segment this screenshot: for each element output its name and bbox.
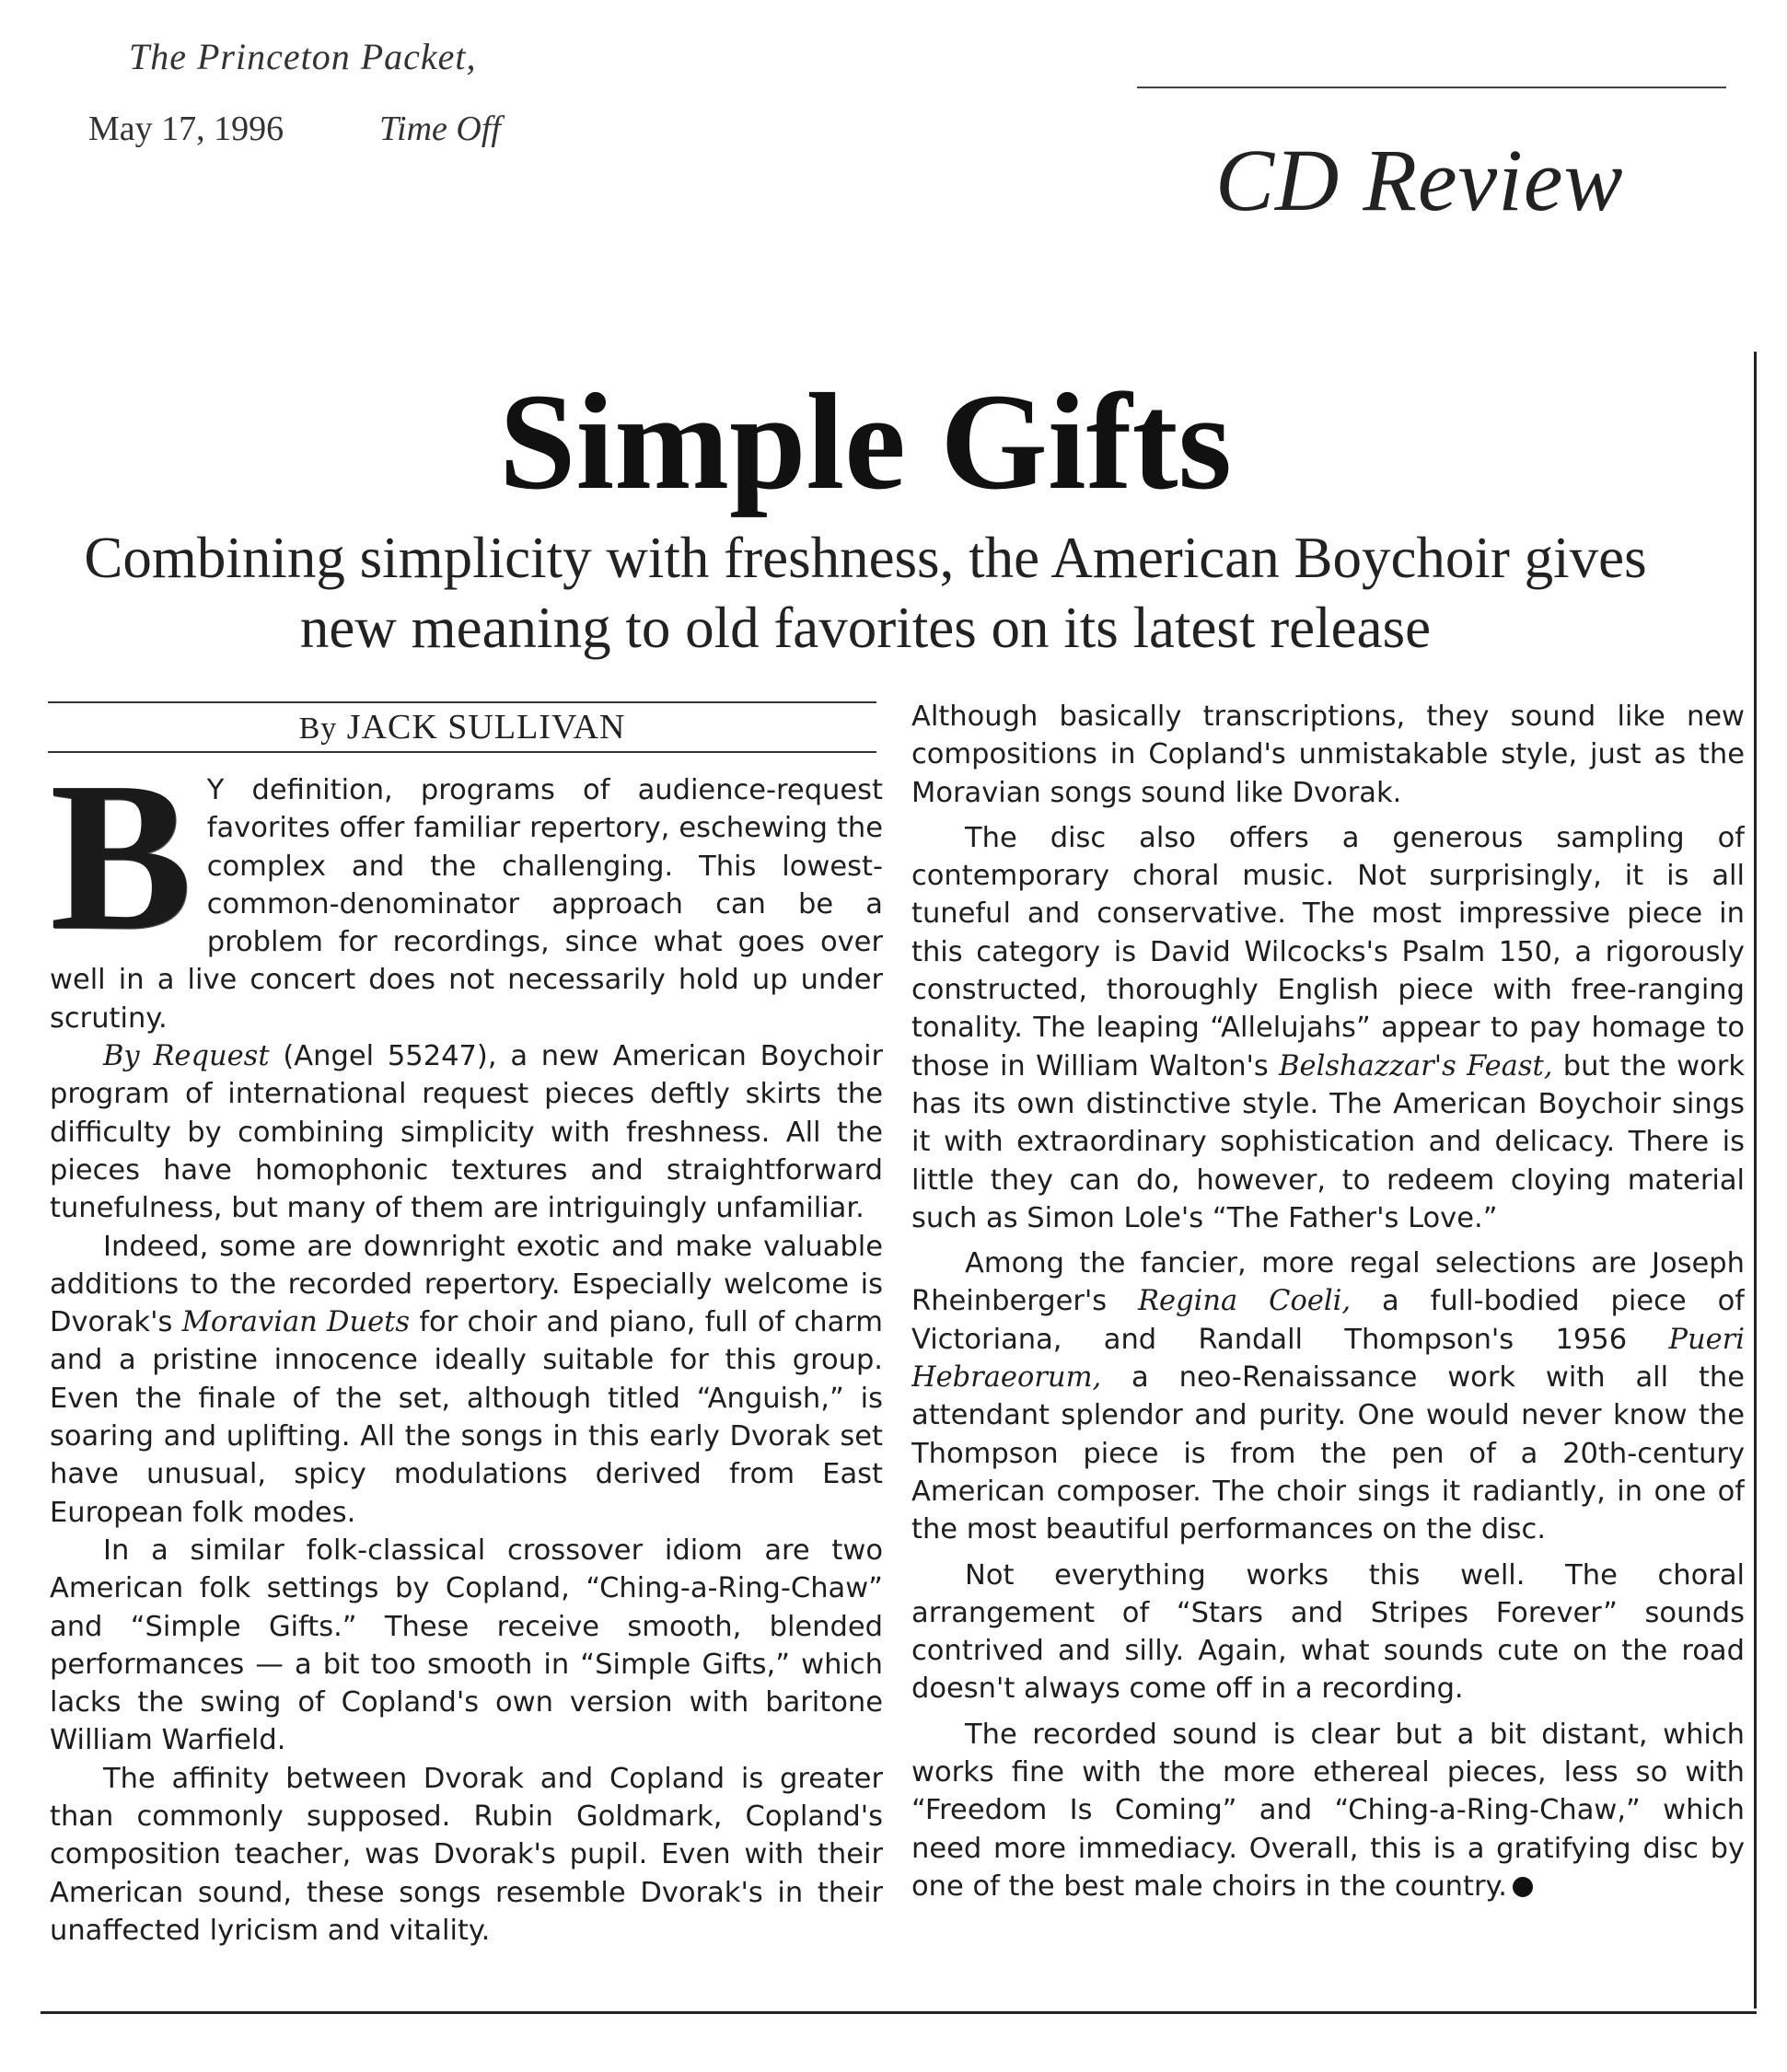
paragraph-7 bbox=[911, 819, 1745, 1237]
section-kicker: CD Review bbox=[1215, 131, 1624, 229]
drop-cap: B bbox=[50, 771, 192, 975]
paragraph-10 bbox=[911, 1716, 1745, 1905]
article-column-right bbox=[911, 698, 1745, 1931]
frame-right-rule bbox=[1754, 352, 1757, 2008]
paragraph-3 bbox=[50, 1228, 883, 1532]
byline-author: JACK SULLIVAN bbox=[346, 708, 626, 747]
end-mark-icon bbox=[1513, 1877, 1533, 1897]
clipping-section: Time Off bbox=[379, 110, 501, 148]
paragraph-3-text-a: Indeed, some are downright exotic and make valuable additions to the recorded repertory. Especially welcome is Dvorak's bbox=[50, 1230, 883, 1339]
work-title-moravian-duets: Moravian Duets bbox=[181, 1306, 411, 1339]
paragraph-3-text-b: for choir and piano, full of charm and a pristine innocence ideally suitable for this group. Even the finale of the set, although titled “Anguish,” is soaring and uplifting. All the songs in this early Dvorak set have unusual, spicy modulations derived from East European folk modes. bbox=[50, 1306, 883, 1529]
work-title-pueri-hebraeorum: Pueri Hebraeorum, bbox=[911, 1323, 1745, 1395]
top-rule bbox=[1137, 87, 1726, 88]
paragraph-8-text-a: Among the fancier, more regal selections are Joseph Rheinberger's bbox=[911, 1247, 1745, 1318]
paragraph-4: In a similar folk-classical crossover idiom are two American folk settings by Copland, “Ching-a-Ring-Chaw” and “Simple Gifts.” These receive smooth, blended performances — a bit too smooth in “Simple Gifts,” which lacks the swing of Copland's own version with baritone William Warfield. bbox=[50, 1534, 883, 1757]
paragraph-8-text-c: a neo-Renaissance work with all the attendant splendor and purity. One would never know the Thompson piece is from the pen of a 20th-century American composer. The choir sings it radiantly, in one of the most beautiful performances on the disc. bbox=[911, 1361, 1745, 1546]
byline bbox=[48, 701, 876, 753]
deck: Combining simplicity with freshness, the American Boychoir gives new meaning to old favorites on its latest release bbox=[84, 526, 1647, 660]
paragraph-7-text-a: The disc also offers a generous sampling of contemporary choral music. Not surprisingly, it is all tuneful and conservative. The most impressive piece in this category is David Wilcocks's Psalm 150, a rigorously constructed, thoroughly English piece with free-ranging tonality. The leaping “Allelujahs” appear to pay homage to those in William Walton's bbox=[911, 821, 1745, 1082]
paragraph-9: Not everything works this well. The choral arrangement of “Stars and Stripes Forever” sounds contrived and silly. Again, what sounds cute on the road doesn't always come off in a recording. bbox=[911, 1558, 1745, 1706]
paragraph-7-text-b: but the work has its own distinctive style. The American Boychoir sings it with extraordinary sophistication and delicacy. There is little they can do, however, to redeem cloying material such as Simon Lole's “The Father's Love.” bbox=[911, 1049, 1745, 1234]
paragraph-10-text: The recorded sound is clear but a bit distant, which works fine with the more ethereal pieces, less so with “Freedom Is Coming” and “Ching-a-Ring-Chaw,” which need more immediacy. Overall, this is a gratifying disc by one of the best male choirs in the country. bbox=[911, 1718, 1745, 1903]
paragraph-8 bbox=[911, 1244, 1745, 1548]
paragraph-2 bbox=[50, 1037, 883, 1227]
paragraph-2-text: (Angel 55247), a new American Boychoir program of international request pieces deftly skirts the difficulty by combining simplicity with freshness. All the pieces have homophonic textures and straightforward tunefulness, but many of them are intriguingly unfamiliar. bbox=[50, 1040, 883, 1225]
byline-by: By bbox=[298, 712, 338, 746]
article-column-left bbox=[50, 771, 883, 2005]
headline: Simple Gifts bbox=[499, 365, 1232, 518]
paragraph-1-text: Y definition, programs of audience-request favorites offer familiar repertory, eschewing the complex and the challenging. This lowest-common-denominator approach can be a problem for recordings, since what goes over well in a live concert does not necessarily hold up under scrutiny. bbox=[50, 774, 883, 1035]
paragraph-6: Although basically transcriptions, they sound like new compositions in Copland's unmistakable style, just as the Moravian songs sound like Dvorak. bbox=[911, 700, 1745, 809]
paragraph-5: The affinity between Dvorak and Copland is greater than commonly supposed. Rubin Goldmark, Copland's composition teacher, was Dvorak's pupil. Even with their American sound, these songs resemble Dvorak's in their unaffected lyricism and vitality. bbox=[50, 1762, 883, 1947]
clipping-publication: The Princeton Packet, bbox=[129, 36, 477, 77]
frame-bottom-rule bbox=[41, 2011, 1757, 2014]
clipping-date: May 17, 1996 bbox=[88, 110, 284, 148]
work-title-belshazzars-feast: Belshazzar's Feast, bbox=[1279, 1049, 1553, 1082]
work-title-regina-coeli: Regina Coeli, bbox=[1138, 1285, 1352, 1318]
paragraph-1 bbox=[50, 771, 883, 1037]
album-title: By Request bbox=[103, 1040, 270, 1073]
paragraph-8-text-b: a full-bodied piece of Victoriana, and Randall Thompson's 1956 bbox=[911, 1285, 1745, 1356]
